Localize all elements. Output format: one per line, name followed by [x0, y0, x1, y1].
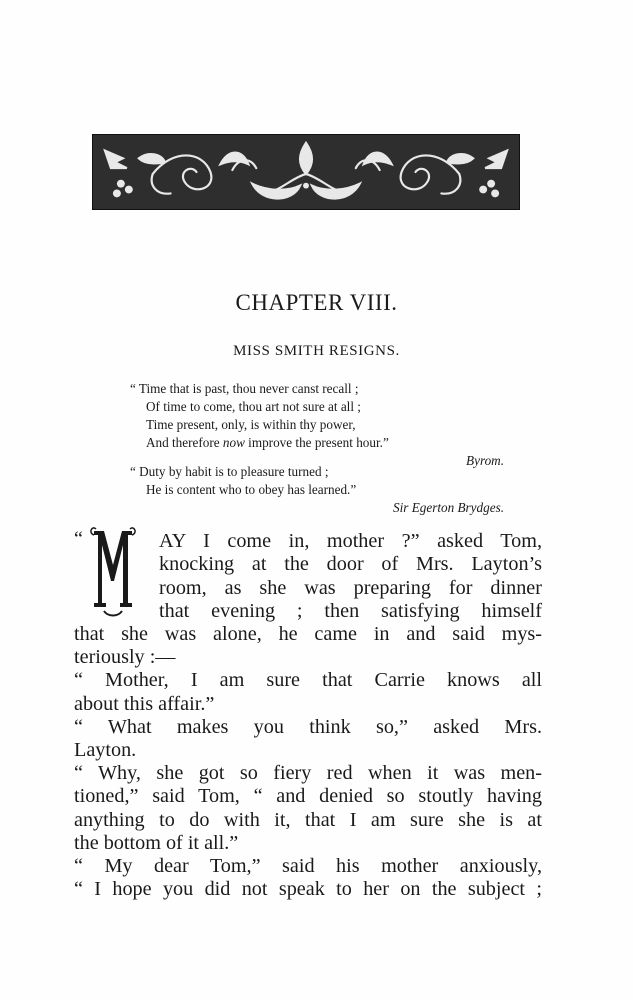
text-line: “ I hope you did not speak to her on the subject ; [74, 878, 542, 901]
epigraph-line: Time present, only, is within thy power, [146, 417, 356, 432]
chapter-title: CHAPTER VIII. [235, 290, 398, 315]
epigraph-attribution: Byrom. [466, 453, 504, 468]
body-text [74, 623, 542, 901]
epigraph-line: And therefore now improve the present hour.” [146, 435, 389, 450]
text-line: Layton. [74, 738, 137, 761]
epigraph-line: “ Time that is past, thou never canst recall ; [130, 381, 359, 396]
epigraph-line: Of time to come, thou art not sure at all ; [146, 399, 361, 414]
chapter-subtitle: MISS SMITH RESIGNS. [233, 343, 400, 359]
text-line: “ What makes you think so,” asked Mrs. [74, 715, 542, 738]
text-line: “ Why, she got so fiery red when it was men- [74, 762, 542, 785]
text-line: the bottom of it all.” [74, 831, 239, 854]
text-line: about this affair.” [74, 692, 215, 715]
text-line: AY I come in, mother ?” asked Tom, [159, 530, 542, 552]
text-line: that she was alone, he came in and said mys- [74, 623, 542, 645]
epigraph-line: “ Duty by habit is to pleasure turned ; [130, 464, 329, 479]
floral-ornament-icon [93, 135, 519, 209]
epigraph-line: He is content who to obey has learned.” [146, 482, 357, 497]
epigraph-byrom [130, 380, 504, 470]
dropcap-m-icon [90, 525, 136, 617]
text-line: room, as she was preparing for dinner [159, 576, 542, 599]
text-line: “ Mother, I am sure that Carrie knows all [74, 669, 542, 692]
text-line: tioned,” said Tom, “ and denied so stoutly having [74, 785, 542, 808]
text-line: that evening ; then satisfying himself [159, 600, 542, 623]
opening-paragraph-lines [159, 530, 542, 624]
epigraph-attribution: Sir Egerton Brydges. [393, 500, 504, 515]
epigraph-brydges [130, 463, 504, 517]
ornamental-headpiece [92, 134, 520, 210]
opening-quote: “ [74, 528, 83, 550]
text-line: knocking at the door of Mrs. Layton’s [159, 553, 542, 576]
text-line: teriously :— [74, 646, 176, 669]
text-line: anything to do with it, that I am sure she is at [74, 808, 542, 831]
text-line: “ My dear Tom,” said his mother anxiously, [74, 854, 542, 877]
